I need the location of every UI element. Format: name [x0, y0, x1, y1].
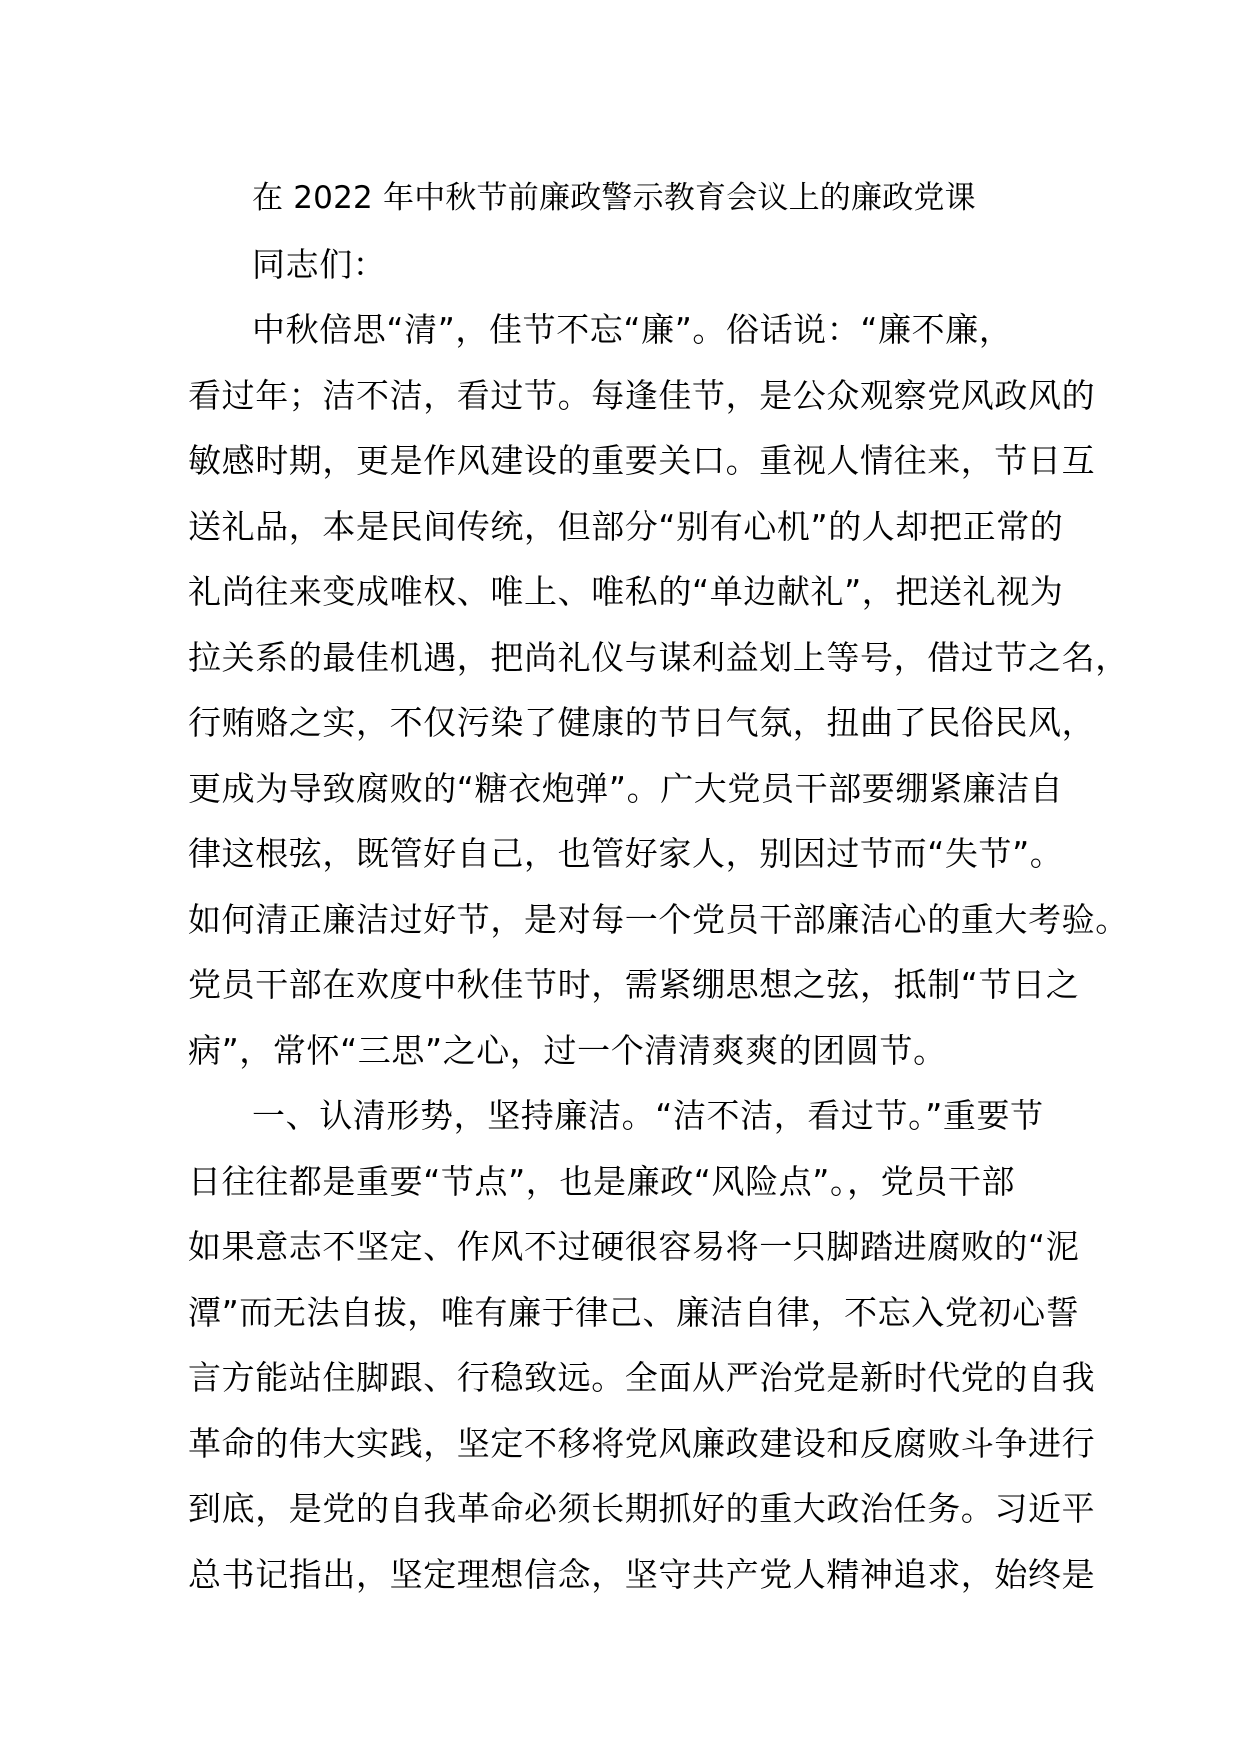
paragraph-line: 更成为导致腐败的“糖衣炮弹”。广大党员干部要绷紧廉洁自	[188, 768, 1064, 808]
paragraph-line: 到底，是党的自我革命必须长期抓好的重大政治任务。习近平	[188, 1489, 1096, 1528]
paragraph-line: 送礼品，本是民间传统，但部分“别有心机”的人却把正常的	[188, 506, 1064, 546]
paragraph-line: 革命的伟大实践，坚定不移将党风廉政建设和反腐败斗争进行	[188, 1423, 1096, 1463]
paragraph-line: 如果意志不坚定、作风不过硬很容易将一只脚踏进腐败的“泥	[188, 1227, 1080, 1266]
paragraph-line: 如何清正廉洁过好节，是对每一个党员干部廉洁心的重大考验。	[188, 899, 1129, 939]
paragraph-line: 拉关系的最佳机遇，把尚礼仪与谋利益划上等号，借过节之名，	[188, 637, 1129, 677]
paragraph-line: 敏感时期，更是作风建设的重要关口。重视人情往来，节日互	[188, 441, 1096, 480]
paragraph-line: 看过年；洁不洁，看过节。每逢佳节，是公众观察党风政风的	[188, 375, 1096, 415]
paragraph-line: 潭”而无法自拔，唯有廉于律己、廉洁自律，不忘入党初心誓	[188, 1292, 1080, 1332]
document-page	[188, 166, 1129, 1607]
section-heading-line: 一、认清形势，坚持廉洁。“洁不洁，看过节。”重要节	[252, 1096, 1044, 1135]
paragraph-line: 党员干部在欢度中秋佳节时，需紧绷思想之弦，抵制“节日之	[188, 965, 1080, 1004]
paragraph-line: 病”，常怀“三思”之心，过一个清清爽爽的团圆节。	[188, 1030, 947, 1070]
paragraph-line: 行贿赂之实，不仅污染了健康的节日气氛，扭曲了民俗民风，	[188, 703, 1096, 742]
paragraph-line: 日往往都是重要“节点”，也是廉政“风险点”。，党员干部	[188, 1161, 1016, 1201]
paragraph-line: 礼尚往来变成唯权、唯上、唯私的“单边献礼”，把送礼视为	[188, 572, 1064, 611]
paragraph-line: 中秋倍思“清”，佳节不忘“廉”。俗话说：“廉不廉，	[252, 310, 1013, 349]
document-title: 在 2022 年中秋节前廉政警示教育会议上的廉政党课	[252, 180, 976, 216]
paragraph-line: 言方能站住脚跟、行稳致远。全面从严治党是新时代党的自我	[188, 1358, 1096, 1397]
paragraph-line: 总书记指出，坚定理想信念，坚守共产党人精神追求，始终是	[188, 1554, 1096, 1594]
salutation: 同志们：	[252, 244, 387, 284]
paragraph-line: 律这根弦，既管好自己，也管好家人，别因过节而“失节”。	[188, 834, 1064, 873]
